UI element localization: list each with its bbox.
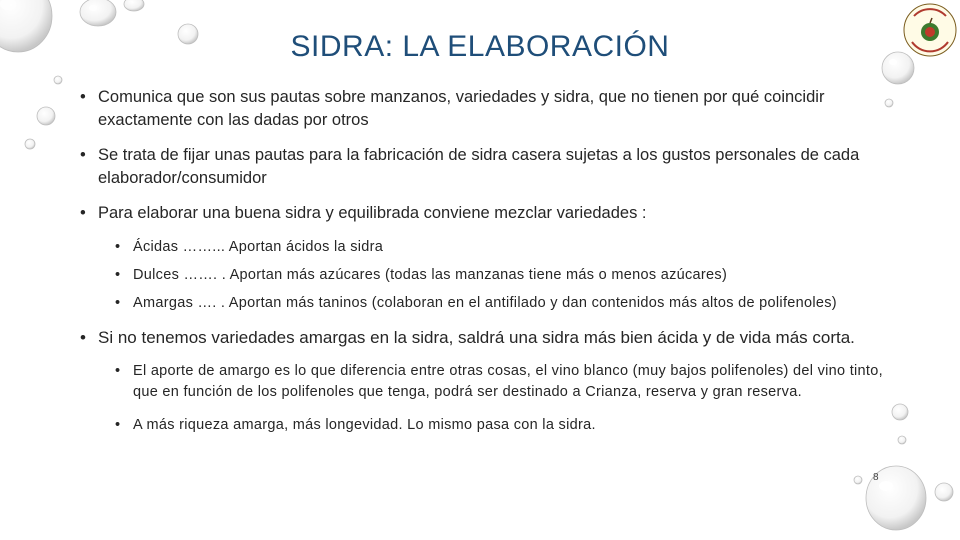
bullet-2: • Se trata de fijar unas pautas para la fabricación de sidra casera sujetas a los gustos personales de cada elaborador/consumidor	[78, 144, 898, 190]
bullet-4: • Si no tenemos variedades amargas en la sidra, saldrá una sidra más bien ácida y de vida más corta.	[78, 326, 898, 349]
slide-title: SIDRA: LA ELABORACIÓN	[290, 30, 670, 63]
page-number: 8	[873, 472, 879, 483]
content	[78, 86, 898, 448]
bullet-3-sublist	[114, 237, 898, 314]
sub-bullet-dulces: • Dulces ……. . Aportan más azúcares (todas las manzanas tiene más o menos azúcares)	[114, 265, 898, 286]
sub-bullet-aporte-amargo: • El aporte de amargo es lo que diferencia entre otras cosas, el vino blanco (muy bajos polifenoles) del vino tinto, que en función de los polifenoles que tenga, podrá ser destinado a Crianza, reserva y gran reserva.	[114, 361, 898, 403]
bullet-3: • Para elaborar una buena sidra y equilibrada conviene mezclar variedades :	[78, 202, 898, 225]
bullet-1: • Comunica que son sus pautas sobre manzanos, variedades y sidra, que no tienen por qué coincidir exactamente con las dadas por otros	[78, 86, 898, 132]
sub-bullet-riqueza-amarga: • A más riqueza amarga, más longevidad. Lo mismo pasa con la sidra.	[114, 415, 898, 436]
sub-bullet-amargas: • Amargas …. . Aportan más taninos (colaboran en el antifilado y dan contenidos más altos de polifenoles)	[114, 293, 898, 314]
bullet-4-sublist	[114, 361, 898, 436]
sub-bullet-acidas: • Ácidas ……... Aportan ácidos la sidra	[114, 237, 898, 258]
